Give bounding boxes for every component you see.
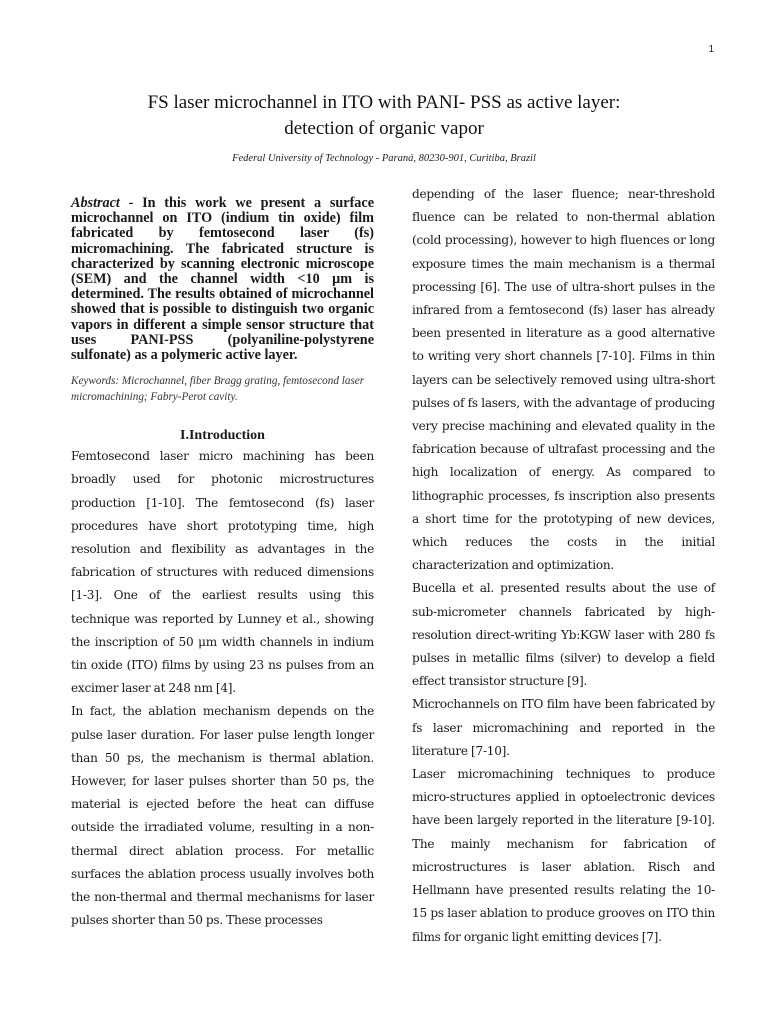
left-column xyxy=(71,196,374,933)
right-column xyxy=(412,183,715,949)
paragraph-intro-4: Bucella et al. presented results about the use of sub-micrometer channels fabricated by high-resolution direct-writing Yb:KGW laser with 280 fs pulses in metallic films (silver) to develop a field effect transistor structure [9]. xyxy=(412,581,715,689)
title-line-1: FS laser microchannel in ITO with PANI- PSS as active layer: xyxy=(147,92,621,113)
paragraph-intro-3: depending of the laser fluence; near-threshold fluence can be related to non-thermal ablation (cold processing), however to high fluences or long exposure times the main mechanism is a thermal processing [6]. The use of ultra-short pulses in the infrared from a femtosecond (fs) laser has already been presented in literature as a good alternative to writing very short channels [7-10]. Films in thin layers can be selectively removed using ultra-short pulses of fs lasers, with the advantage of producing very precise machining and elevated quality in the fabrication because of ultrafast processing and the high localization of energy. As compared to lithographic processes, fs inscription also presents a short time for the prototyping of new devices, which reduces the costs in the initial characterization and optimization. xyxy=(412,187,715,573)
author-affiliation: Federal University of Technology - Paraná, 80230-901, Curitiba, Brazil xyxy=(232,153,536,164)
paragraph-intro-6: Laser micromachining techniques to produce micro-structures applied in optoelectronic devices have been largely reported in the literature [9-10]. The mainly mechanism for fabrication of microstructures is laser ablation. Risch and Hellmann have presented results relating the 10-15 ps laser ablation to produce grooves on ITO thin films for organic light emitting devices [7]. xyxy=(412,767,715,944)
paragraph-intro-1: Femtosecond laser micro machining has been broadly used for photonic microstructures production [1-10]. The femtosecond (fs) laser procedures have short prototyping time, high resolution and flexibility as advantages in the fabrication of structures with reduced dimensions [1-3]. One of the earliest results using this technique was reported by Lunney et al., showing the inscription of 50 μm width channels in indium tin oxide (ITO) films by using 23 ns pulses from an excimer laser at 248 nm [4]. xyxy=(71,449,374,696)
abstract xyxy=(71,196,374,363)
section-heading-introduction: I.Introduction xyxy=(180,428,265,444)
paragraph-intro-2: In fact, the ablation mechanism depends on the pulse laser duration. For laser pulse length longer than 50 ps, the mechanism is thermal ablation. However, for laser pulses shorter than 50 ps, the material is ejected before the heat can diffuse outside the irradiated volume, resulting in a non-thermal direct ablation process. For metallic surfaces the ablation process usually involves both the non-thermal and thermal mechanisms for laser pulses shorter than 50 ps. These processes xyxy=(71,704,374,928)
page-number: 1 xyxy=(708,44,714,55)
abstract-label: Abstract xyxy=(71,195,120,211)
paper-title xyxy=(0,90,768,142)
title-line-2: detection of organic vapor xyxy=(284,118,484,139)
abstract-text: - In this work we present a surface microchannel on ITO (indium tin oxide) film fabricated by femtosecond laser (fs) micromachining. The fabricated structure is characterized by scanning electronic microscope (SEM) and the channel width <10 μm is determined. The results obtained of microchannel showed that is possible to distinguish two organic vapors in different a simple sensor structure that uses PANI-PSS (polyaniline-polystyrene sulfonate) as a polymeric active layer. xyxy=(71,195,374,364)
paragraph-intro-5: Microchannels on ITO film have been fabricated by fs laser micromachining and reported in the literature [7-10]. xyxy=(412,697,715,758)
keywords: Keywords: Microchannel, fiber Bragg grating, femtosecond laser micromachining; Fabry-Perot cavity. xyxy=(71,375,365,404)
